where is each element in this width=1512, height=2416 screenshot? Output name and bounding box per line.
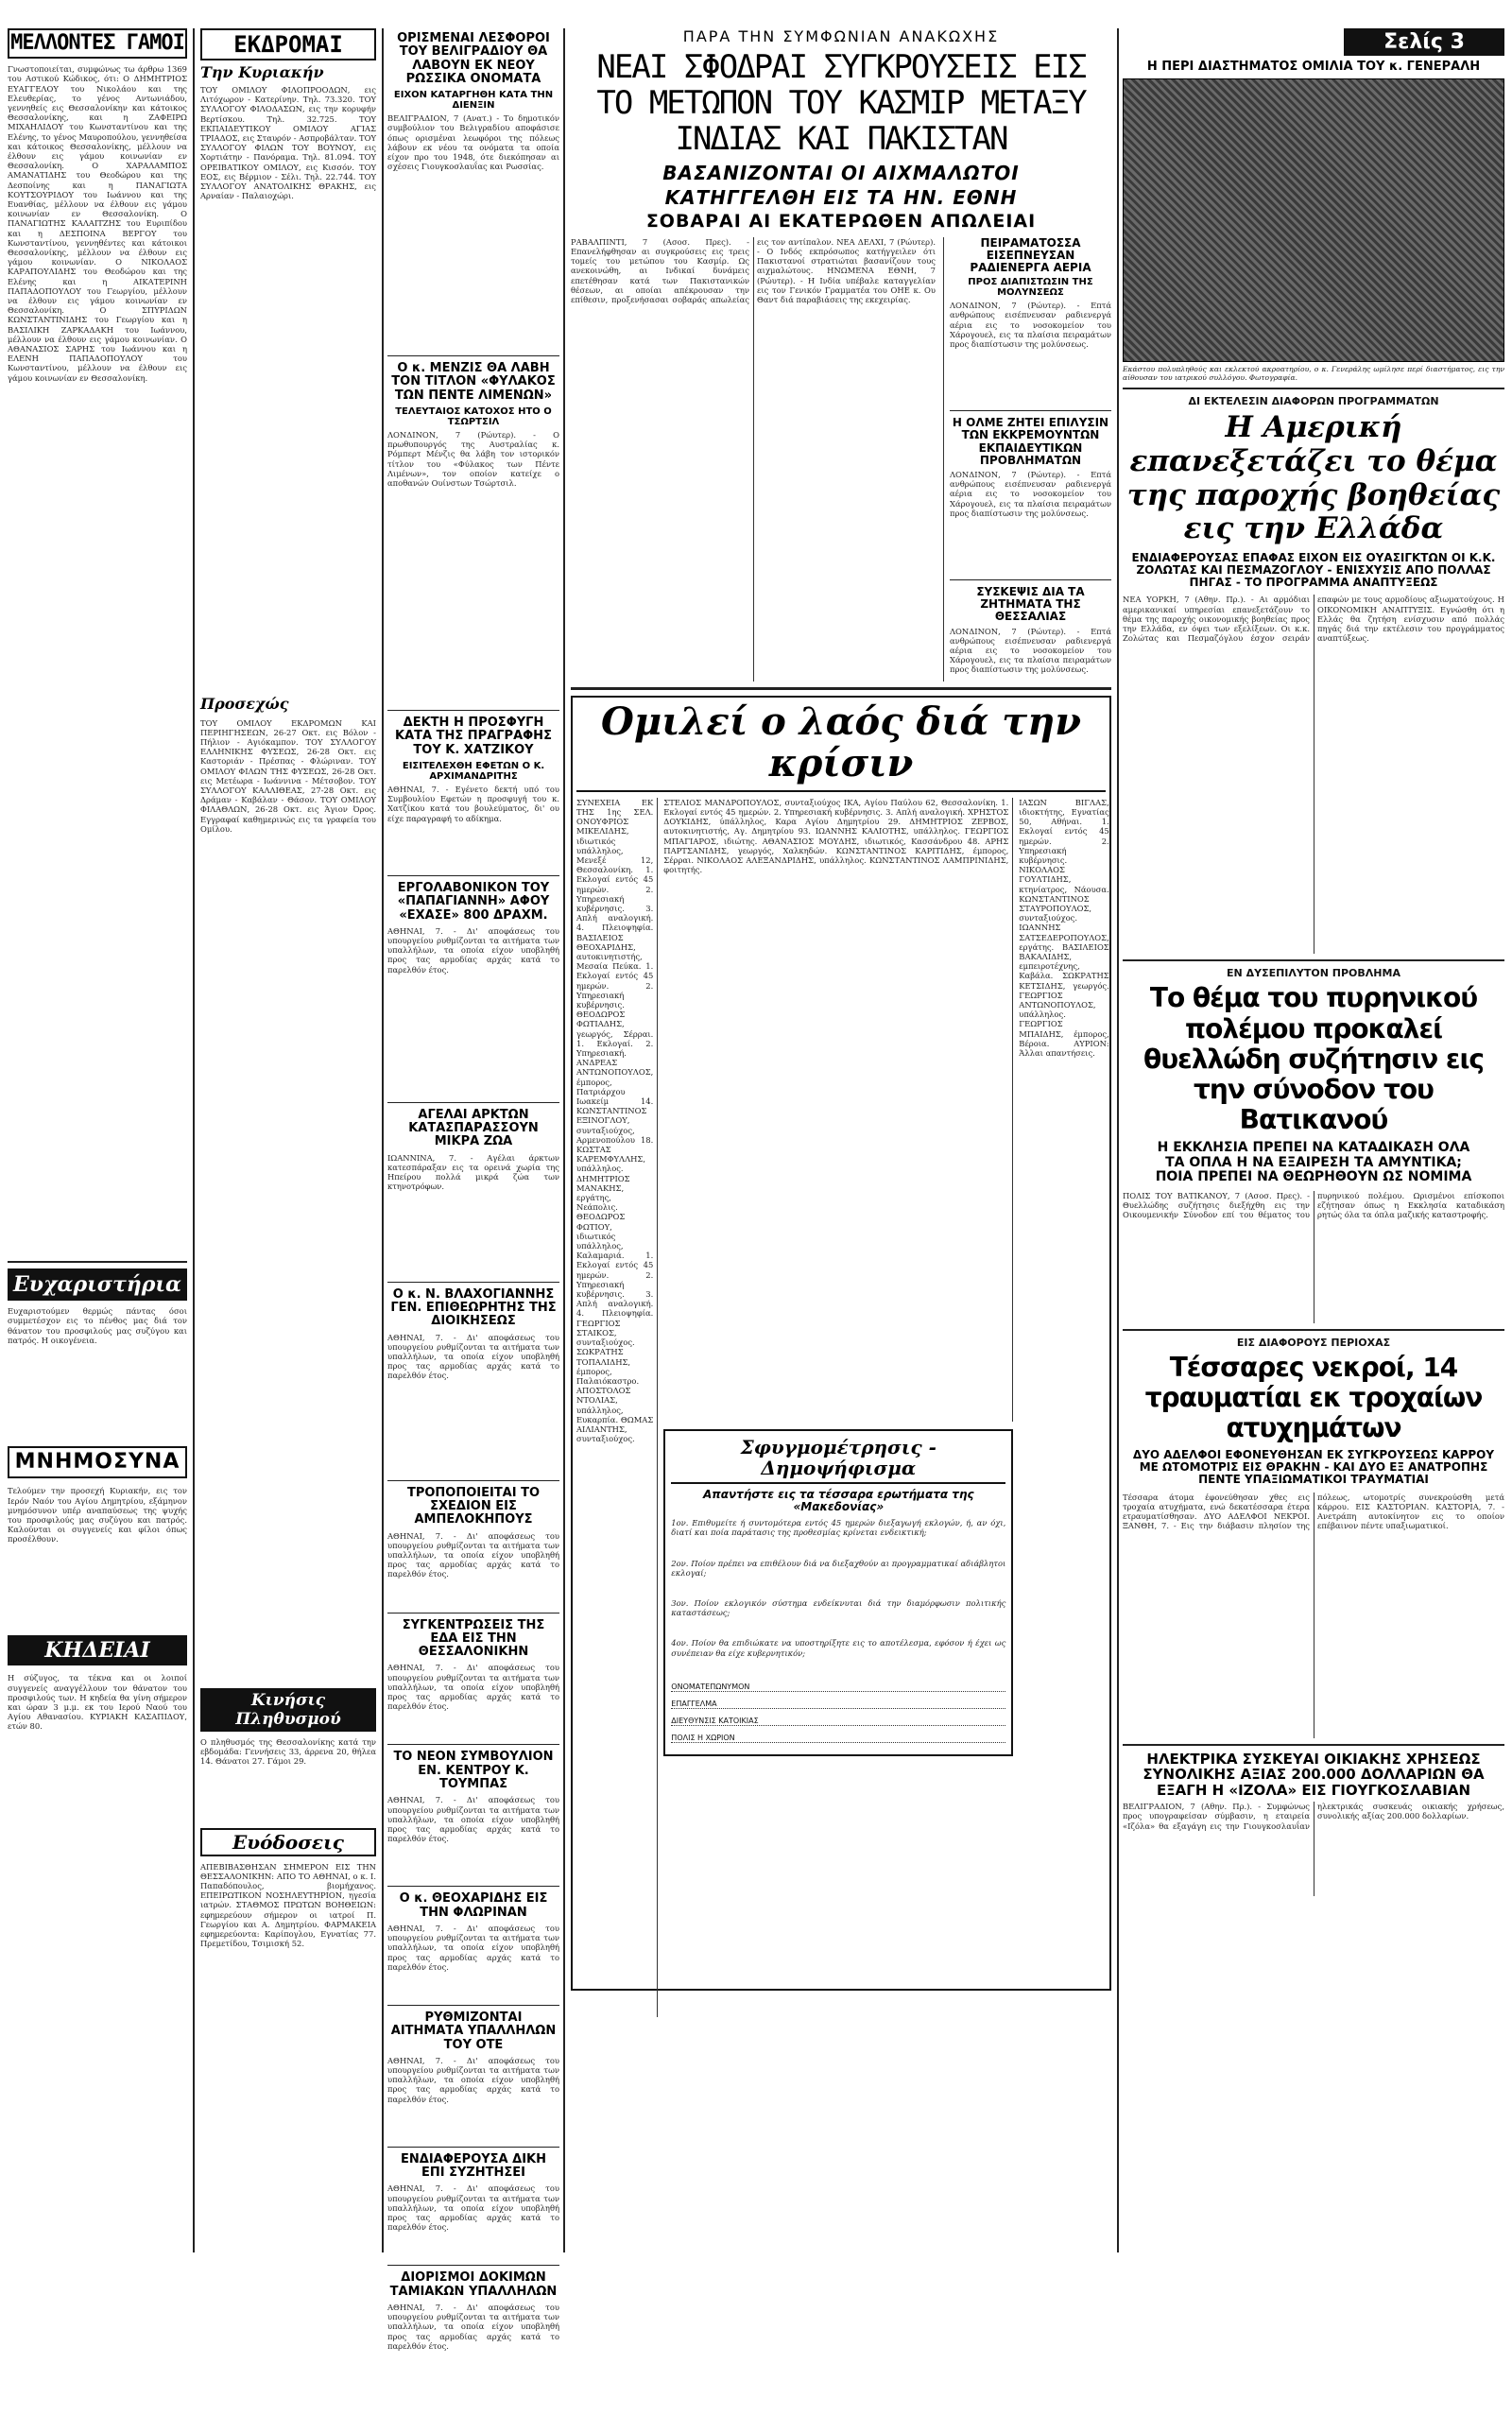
form-question-1: 1ον. Επιθυμείτε ή συντομότερα εντός 45 ημερών διεξαγωγή εκλογών, ή, αν όχι, διατί και ποία παράτασις της προθεσμίας κρίνεται ενδεικτική; <box>671 1518 1006 1538</box>
column-3 <box>387 28 559 2351</box>
mnimosyna-text: Τελούμεν την προσεχή Κυριακήν, εις τον Ιερόν Ναόν του Αγίου Δημητρίου, εξάμηνον μνημόσυνον υπέρ αναπαύσεως της ψυχής του προσφιλούς μας συζύγου και πατρός. Καλούνται οι συγγενείς και φίλοι όπως προσέλθουν. <box>8 1486 187 1545</box>
ekdromai-text-1: ΤΟΥ ΟΜΙΛΟΥ ΦΙΛΟΠΡΟΟΔΩΝ, εις Λιτόχωρον - Κατερίνην. Τηλ. 73.320. ΤΟΥ ΣΥΛΛΟΓΟΥ ΦΙΛΟΔΑΣΩΝ, εις την κορυφήν Βερτίσκου. Τηλ. 32.725. ΤΟΥ ΕΚΠΑΙΔΕΥΤΙΚΟΥ ΟΜΙΛΟΥ ΑΓΙΑΣ ΤΡΙΑΔΟΣ, εις Σταυρόν - Ασπροβάλταν. ΤΟΥ ΣΥΛΛΟΓΟΥ ΦΙΛΩΝ ΤΟΥ ΒΟΥΝΟΥ, εις Χορτιάτην - Πανόραμα. Τηλ. 81.094. ΤΟΥ ΟΡΕΙΒΑΤΙΚΟΥ ΟΜΙΛΟΥ, εις Κισσόν. ΤΟΥ ΕΟΣ, εις Βέρμιον - Σέλι. Τηλ. 22.744. ΤΟΥ ΣΥΛΛΟΓΟΥ ΑΝΑΤΟΛΙΚΗΣ ΘΡΑΚΗΣ, εις Αρναίαν - Παλαιοχώρι. <box>200 84 376 201</box>
mnimosyna-banner <box>8 1446 187 1478</box>
vatican-sub-3: ΠΟΙΑ ΠΡΕΠΕΙ ΝΑ ΘΕΩΡΗΘΟΥΝ ΩΣ ΝΟΜΙΜΑ <box>1155 1169 1472 1185</box>
article-text: ΑΘΗΝΑΙ, 7. - Δι' αποφάσεως του υπουργείου ρυθμίζονται τα αιτήματα των υπαλλήλων, τα οποία είχον υποβληθή προς τας αρμοδίας αρχάς κατά το παρελθόν έτος. <box>387 1795 559 1844</box>
article-text: ΙΩΑΝΝΙΝΑ, 7. - Αγέλαι άρκτων κατεσπάραξαν εις τα ορεινά χωρία της Ηπείρου πολλά μικρά ζώα των κτηνοτρόφων. <box>387 1152 559 1192</box>
article-title: ΕΡΓΟΛΑΒΟΝΙΚΟΝ ΤΟΥ «ΠΑΠΑΓΙΑΝΝΗ» ΑΦΟΥ «ΕΧΑΣΕ» 800 ΔΡΑΧΜ. <box>397 880 550 923</box>
poll-section <box>571 696 1111 1991</box>
section-label: ΔΙ ΕΚΤΕΛΕΣΙΝ ΔΙΑΦΟΡΩΝ ΠΡΟΓΡΑΜΜΑΤΩΝ <box>1188 395 1439 408</box>
plithysmos-banner: Κινήσις Πληθυσμού <box>200 1688 376 1732</box>
poll-column-2: ΣΤΕΛΙΟΣ ΜΑΝΔΡΟΠΟΥΛΟΣ, συνταξιούχος ΙΚΑ, Αγίου Παύλου 62, Θεσσαλονίκη. 1. Εκλογαί εντός 45 ημερών. 2. Υπηρεσιακή κυβέρνησις. 3. Απλή αναλογική. ΧΡΗΣΤΟΣ ΔΟΥΚΙΔΗΣ, ύπάλληλος, Καρα Αγίου Δημητρίου 29. ΔΗΜΗΤΡΙΟΣ ΖΕΡΒΟΣ, αυτοκινητιστής, Αγ. Δημητρίου 93. ΙΩΑΝΝΗΣ ΚΑΛΙΟΤΗΣ, υπάλληλος. ΓΕΩΡΓΙΟΣ ΜΠΑΓΙΑΡΟΣ, ιδιώτης. ΑΘΑΝΑΣΙΟΣ ΜΟΥΔΗΣ, ιδιωτικός, Κασσάνδρου 48. ΑΡΗΣ ΠΑΡΤΣΑΝΙΔΗΣ, γεωργός, Χαλκηδών. ΚΩΝΣΤΑΝΤΙΝΟΣ ΚΑΡΙΤΙΔΗΣ, έμπορος, Σέρραι. ΝΙΚΟΛΑΟΣ ΑΛΕΞΑΝΔΡΙΔΗΣ, υπάλληλος. ΚΩΝΣΤΑΝΤΙΝΟΣ ΛΑΜΠΡΙΝΙΔΗΣ, φοιτητής. <box>663 798 1013 1422</box>
form-field-profession[interactable]: ΕΠΑΓΓΕΛΜΑ <box>671 1692 1005 1709</box>
center-side-briefs <box>943 237 1111 682</box>
poll-body <box>576 797 1109 2017</box>
form-question-2: 2ον. Ποίον πρέπει να επιθέλουν διά να διεξαχθούν αι προγραμματικαί αδιάβλητοι εκλογαί; <box>671 1558 1006 1578</box>
kashmir-kicker: ΠΑΡΑ ΤΗΝ ΣΥΜΦΩΝΙΑΝ ΑΝΑΚΩΧΗΣ <box>682 27 1000 45</box>
column-right <box>1123 28 1504 2252</box>
article-text: ΑΘΗΝΑΙ, 7. - Εγένετο δεκτή υπό του Συμβουλίου Εφετών η προσφυγή του κ. Χατζίκου κατά του βουλεύματος, δι' ου είχε παραγραφή το αδίκημα. <box>387 784 559 823</box>
izola-text: ΒΕΛΙΓΡΑΔΙΟΝ, 7 (Αθην. Πρ.). - Συμφώνως προς υπογραφείσαν σύμβασιν, η εταιρεία «Ιζόλα» θα εξαγάγη εις την Γιουγκοσλαυΐαν ηλεκτρικάς συσκευάς οικιακής χρήσεως, συνολικής αξίας 200.000 δολλαρίων. <box>1123 1802 1504 1831</box>
article-text: ΑΘΗΝΑΙ, 7. - Δι' αποφάσεως του υπουργείου ρυθμίζονται τα αιτήματα των υπαλλήλων, τα οποία είχον υποβληθή προς τας αρμοδίας αρχάς κατά το παρελθόν έτος. <box>387 1530 559 1579</box>
article-title: ΑΓΕΛΑΙ ΑΡΚΤΩΝ ΚΑΤΑΣΠΑΡΑΣΣΟΥΝ ΜΙΚΡΑ ΖΩΑ <box>408 1107 539 1149</box>
poll-column-1: ΣΥΝΕΧΕΙΑ ΕΚ ΤΗΣ 1ης ΣΕΛ. ΟΝΟΥΦΡΙΟΣ ΜΙΚΕΛΙΔΗΣ, ιδιωτικός υπάλληλος, Μενεξέ 12, Θεσσαλονίκη. 1. Εκλογαί εντός 45 ημερών. 2. Υπηρεσιακή κυβέρνησις. 3. Απλή αναλογική. 4. Πλειοψηφία. ΒΑΣΙΛΕΙΟΣ ΘΕΟΧΑΡΙΔΗΣ, αυτοκινητιστής, Μεσαία Πεύκα. 1. Εκλογαί εντός 45 ημερών. 2. Υπηρεσιακή κυβέρνησις. ΘΕΟΔΩΡΟΣ ΦΩΤΙΑΔΗΣ, γεωργός, Σέρραι. 1. Εκλογαί. 2. Υπηρεσιακή. ΑΝΔΡΕΑΣ ΑΝΤΩΝΟΠΟΥΛΟΣ, έμπορος, Πατριάρχου Ιωακείμ 14. ΚΩΝΣΤΑΝΤΙΝΟΣ ΕΞΙΝΟΓΛΟΥ, συνταξιούχος, Αρμενοπούλου 18. ΚΩΣΤΑΣ ΚΑΡΕΜΦΥΛΛΗΣ, υπάλληλος. ΔΗΜΗΤΡΙΟΣ ΜΑΝΑΚΗΣ, εργάτης, Νεάπολις. ΘΕΟΔΩΡΟΣ ΦΩΤΙΟΥ, ιδιωτικός υπάλληλος, Καλαμαριά. 1. Εκλογαί εντός 45 ημερών. 2. Υπηρεσιακή κυβέρνησις. 3. Απλή αναλογική. 4. Πλειοψηφία. ΓΕΩΡΓΙΟΣ ΣΤΑΙΚΟΣ, συνταξιούχος. ΣΩΚΡΑΤΗΣ ΤΟΠΑΛΙΔΗΣ, έμπορος, Παλαιόκαστρο. ΑΠΟΣΤΟΛΟΣ ΝΤΟΛΙΑΣ, υπάλληλος, Ευκαρπία. ΘΩΜΑΣ ΑΙΛΙΑΝΤΗΣ, συνταξιούχος. <box>576 798 658 2017</box>
article-text: ΑΘΗΝΑΙ, 7. - Δι' αποφάσεως του υπουργείου ρυθμίζονται τα αιτήματα των υπαλλήλων, τα οποία είχον υποβληθή προς τας αρμοδίας αρχάς κατά το παρελθόν έτος. <box>387 2055 559 2104</box>
article-text: ΒΕΛΙΓΡΑΔΙΟΝ, 7 (Ανατ.) - Το δημοτικόν συμβούλιον του Βελιγραδίου αποφάσισε όπως ορισμέναι λεωφόροι της πόλεως λάβουν εκ νέου τα ονόματα τα οποία είχον προ του 1948, ότε διεκόπησαν αι σχέσεις Γιουγκοσλαυΐας και Ρωσσίας. <box>387 113 559 172</box>
page-label-box <box>1123 28 1504 56</box>
america-subhead: ΕΝΔΙΑΦΕΡΟΥΣΑΣ ΕΠΑΦΑΣ ΕΙΧΟΝ ΕΙΣ ΟΥΑΣΙΓΚΤΩΝ ΟΙ Κ.Κ. ΖΟΛΩΤΑΣ ΚΑΙ ΠΕΣΜΑΖΟΓΛΟΥ - ΕΝΙΣΧΥΣΙΣ ΑΠΟ ΠΟΛΛΑΣ ΠΗΓΑΣ - ΤΟ ΠΡΟΓΡΑΜΜΑ ΑΝΑΠΤΥΞΕΩΣ <box>1131 550 1496 590</box>
brief-title: Η ΟΛΜΕ ΖΗΤΕΙ ΕΠΙΛΥΣΙΝ ΤΩΝ ΕΚΚΡΕΜΟΥΝΤΩΝ ΕΚΠΑΙΔΕΥΤΙΚΩΝ ΠΡΟΒΛΗΜΑΤΩΝ <box>952 416 1109 467</box>
brief-subtitle: ΠΡΟΣ ΔΙΑΠΙΣΤΩΣΙΝ ΤΗΣ ΜΟΛΥΝΣΕΩΣ <box>968 277 1093 299</box>
vatican-text: ΠΟΛΙΣ ΤΟΥ ΒΑΤΙΚΑΝΟΥ, 7 (Ασοσ. Πρες). - Θυελλώδης συζήτησις διεξήχθη εις την Οικουμενικήν Σύνοδον επί του θέματος του πυρηνικού πολέμου. Ωρισμένοι επίσκοποι εζήτησαν όπως η Εκκλησία καταδικάση ρητώς όλα τα όπλα μαζικής καταστροφής. <box>1123 1190 1504 1219</box>
kashmir-sub-2: ΚΑΤΗΓΓΕΛΘΗ ΕΙΣ ΤΑ ΗΝ. ΕΘΝΗ <box>664 185 1018 209</box>
photo-caption: Εκάστου πολυπληθούς και εκλεκτού ακροατηρίου, ο κ. Γενεράλης ωμίλησε περί διαστήματος, εις την αίθουσαν του ιατρικού συλλόγου. Φωτογραφία. <box>1123 365 1504 383</box>
america-headline: Η Αμερική επανεξετάζει το θέμα της παροχής βοηθείας εις την Ελλάδα <box>1126 410 1501 546</box>
photo-title: Η ΠΕΡΙ ΔΙΑΣΤΗΜΑΤΟΣ ΟΜΙΛΙΑ ΤΟΥ κ. ΓΕΝΕΡΑΛΗ <box>1146 60 1481 74</box>
column-1 <box>8 28 187 2252</box>
article-title: ΤΡΟΠΟΠΟΙΕΙΤΑΙ ΤΟ ΣΧΕΔΙΟΝ ΕΙΣ ΑΜΠΕΛΟΚΗΠΟΥΣ <box>406 1485 541 1527</box>
form-intro: Απαντήστε εις τα τέσσαρα ερωτήματα της «Μακεδονίας» <box>702 1487 974 1513</box>
eudoseis-text: ΑΠΕΒΙΒΑΣΘΗΣΑΝ ΣΗΜΕΡΟΝ ΕΙΣ ΤΗΝ ΘΕΣΣΑΛΟΝΙΚΗΝ: ΑΠΟ ΤΟ ΑΘΗΝΑΙ, ο κ. Ι. Παπαδόπουλος, βιομήχανος. ΕΠΕΙΡΩΤΙΚΟΝ ΝΟΣΗΛΕΥΤΗΡΙΟΝ, ηγεσία ιατρών. ΣΤΑΘΜΟΣ ΠΡΩΤΩΝ ΒΟΗΘΕΙΩΝ: εφημερεύουν σήμερον οι ιατροί Π. Γεωργίου και Α. Δημητρίου. ΦΑΡΜΑΚΕΙΑ εφημερεύοντα: Καρίπογλου, Εγνατίας 77. Πρεμετίδου, Τσιμισκή 52. <box>200 1861 376 1949</box>
column-rule <box>563 28 565 2252</box>
vatican-headline: Το θέμα του πυρηνικού πολέμου προκαλεί θυελλώδη συζήτησιν εις την σύνοδον του Βατικανού <box>1143 982 1485 1136</box>
plithysmos-text: Ο πληθυσμός της Θεσσαλονίκης κατά την εβδομάδα: Γεννήσεις 33, άρρενα 20, θήλεα 14. Θάνατοι 27. Γάμοι 29. <box>200 1736 376 1766</box>
article-text: ΑΘΗΝΑΙ, 7. - Δι' αποφάσεως του υπουργείου ρυθμίζονται τα αιτήματα των υπαλλήλων, τα οποία είχον υποβληθή προς τας αρμοδίας αρχάς κατά το παρελθόν έτος. <box>387 1332 559 1381</box>
section-label: ΕΝ ΔΥΣΕΠΙΛΥΤΟΝ ΠΡΟΒΛΗΜΑ <box>1227 967 1400 980</box>
eucharist-banner: Ευχαριστήρια <box>8 1268 187 1301</box>
article-subtitle: ΕΙΧΟΝ ΚΑΤΑΡΓΗΘΗ ΚΑΤΑ ΤΗΝ ΔΙΕΝΞΙΝ <box>393 90 554 112</box>
gamoi-text: Γνωστοποιείται, συμφώνως τω άρθρω 1369 του Αστικού Κώδικος, ότι: Ο ΔΗΜΗΤΡΙΟΣ ΕΥΑΓΓΕΛΟΥ του Νικολάου και της Ελευθερίας, το γένος Αντωνιάδου, γεννηθείς εις Θεσσαλονίκην και κάτοικος Θεσσαλονίκης, και η ΖΑΦΕΙΡΩ ΜΙΧΑΗΛΙΔΟΥ του Κωνσταντίνου και της Ελένης, το γένος Μαυροπούλου, γεννηθείσα και κάτοικος Θεσσαλονίκης, μέλλουν να έλθουν εις γάμου κοινωνίαν εν Θεσσαλονίκη. Ο ΧΑΡΑΛΑΜΠΟΣ ΑΜΑΝΑΤΙΔΗΣ του Θεοδώρου και της Δεσποίνης και η ΠΑΝΑΓΙΩΤΑ ΚΟΥΤΣΟΥΡΙΔΟΥ του Ιωάννου και της Ευανθίας, μέλλουν να έλθουν εις γάμου κοινωνίαν εν Θεσσαλονίκη. Ο ΠΑΝΑΓΙΩΤΗΣ ΚΑΛΑΙΤΖΗΣ του Ευριπίδου και η ΔΕΣΠΟΙΝΑ ΒΕΡΓΟΥ του Κωνσταντίνου, γεννηθέντες και κάτοικοι Θεσσαλονίκης, μέλλουν να έλθουν εις γάμου κοινωνίαν. Ο ΝΙΚΟΛΑΟΣ ΚΑΡΑΠΟΥΛΙΔΗΣ του Θεοδώρου και της Ελένης και η ΑΙΚΑΤΕΡΙΝΗ ΠΑΠΑΔΟΠΟΥΛΟΥ του Γεωργίου, μέλλουν να έλθουν εις γάμου κοινωνίαν εν Θεσσαλονίκη. Ο ΣΠΥΡΙΔΩΝ ΚΩΝΣΤΑΝΤΙΝΙΔΗΣ του Γεωργίου και η ΒΑΣΙΛΙΚΗ ΖΑΡΚΑΔΑΚΗ του Ιωάννου, μέλλουν να έλθουν εις γάμου κοινωνίαν. Ο ΑΘΑΝΑΣΙΟΣ ΣΑΡΗΣ του Ιωάννου και η ΕΛΕΝΗ ΠΑΠΑΔΟΠΟΥΛΟΥ του Κωνσταντίνου, μέλλουν να έλθουν εις γάμου κοινωνίαν εν Θεσσαλονίκη. <box>8 64 187 383</box>
izola-headline: ΗΛΕΚΤΡΙΚΑ ΣΥΣΚΕΥΑΙ ΟΙΚΙΑΚΗΣ ΧΡΗΣΕΩΣ ΣΥΝΟΛΙΚΗΣ ΑΞΙΑΣ 200.000 ΔΟΛΛΑΡΙΩΝ ΘΑ ΕΞΑΓΗ Η «ΙΖΟΛΑ» ΕΙΣ ΓΙΟΥΓΚΟΣΛΑΒΙΑΝ <box>1143 1750 1485 1799</box>
article-title: ΣΥΓΚΕΝΤΡΩΣΕΙΣ ΤΗΣ ΕΔΑ ΕΙΣ ΤΗΝ ΘΕΣΣΑΛΟΝΙΚΗΝ <box>402 1617 545 1660</box>
brief-text: ΛΟΝΔΙΝΟΝ, 7 (Ρώυτερ). - Επτά ανθρώπους εισέπνευσαν ραδιενεργά αέρια εις το νοσοκομείον του Χάρογουελ, εις τα πλαίσια πειραμάτων προς διαπίστωσιν της μολύνσεως. <box>950 301 1111 350</box>
page-label: Σελίς 3 <box>1344 28 1504 56</box>
form-field-address[interactable]: ΔΙΕΥΘΥΝΣΙΣ ΚΑΤΟΙΚΙΑΣ <box>671 1709 1005 1726</box>
lecture-photo <box>1123 78 1504 362</box>
brief-title: ΣΥΣΚΕΨΙΣ ΔΙΑ ΤΑ ΖΗΤΗΜΑΤΑ ΤΗΣ ΘΕΣΣΑΛΙΑΣ <box>976 585 1085 624</box>
article-text: ΛΟΝΔΙΝΟΝ, 7 (Ρώυτερ). - Ο πρωθυπουργός της Αυστραλίας κ. Ρόμπερτ Μένζις θα λάβη τον ιστορικόν τίτλον του «Φύλακος των Πέντε Λιμένων», τον οποίον κατείχε ο αποθανών Ουίνστων Τσώρτσιλ. <box>387 430 559 489</box>
article-title: ΡΥΘΜΙΖΟΝΤΑΙ ΑΙΤΗΜΑΤΑ ΥΠΑΛΛΗΛΩΝ ΤΟΥ ΟΤΕ <box>390 2010 557 2052</box>
center-top-articles <box>571 237 1111 682</box>
vatican-sub-1: Η ΕΚΚΛΗΣΙΑ ΠΡΕΠΕΙ ΝΑ ΚΑΤΑΔΙΚΑΣΗ ΟΛΑ <box>1157 1140 1470 1156</box>
column-2 <box>200 28 376 2252</box>
column-rule <box>193 28 195 2252</box>
kideiai-text: Η σύζυγος, τα τέκνα και οι λοιποί συγγενείς αναγγέλλουν τον θάνατον του προσφιλούς των. Η κηδεία θα γίνη σήμερον και ώραν 3 μ.μ. εκ του Ιερού Ναού του Αγίου Αθανασίου. ΚΥΡΙΑΚΗ ΚΑΣΑΠΙΔΟΥ, ετών 80. <box>8 1673 187 1732</box>
gamoi-title: ΜΕΛΛΟΝΤΕΣ ΓΑΜΟΙ <box>10 31 184 55</box>
ekdromai-text-2: ΤΟΥ ΟΜΙΛΟΥ ΕΚΔΡΟΜΩΝ ΚΑΙ ΠΕΡΙΗΓΗΣΕΩΝ, 26-27 Οκτ. εις Βόλον - Πήλιον - Αγιόκαμπον. ΤΟΥ ΣΥΛΛΟΓΟΥ ΕΛΛΗΝΙΚΗΣ ΦΥΣΕΩΣ, 26-28 Οκτ. εις Καστοριάν - Πρέσπας - Φλώριναν. ΤΟΥ ΟΜΙΛΟΥ ΦΙΛΩΝ ΤΗΣ ΦΥΣΕΩΣ, 26-28 Οκτ. εις Μετέωρα - Ιωάννινα - Μέτσοβον. ΤΟΥ ΣΥΛΛΟΓΟΥ ΚΑΛΛΙΘΕΑΣ, 27-28 Οκτ. εις Δράμαν - Καβάλαν - Θάσον. ΤΟΥ ΟΜΙΛΟΥ ΦΙΛΑΘΛΩΝ, 26-28 Οκτ. εις Άγιον Όρος. Εγγραφαί καθημερινώς εις τα γραφεία του Ομίλου. <box>200 717 376 834</box>
form-question-4: 4ον. Ποίον θα επιδιώκατε να υποστηρίξητε εις το αποτέλεσμα, εφόσον ή έχει ως συνέπειαν θα είχε κυβερνητικόν; <box>671 1638 1006 1658</box>
article-title: ΔΕΚΤΗ Η ΠΡΟΣΦΥΓΗ ΚΑΤΑ ΤΗΣ ΠΡΑΓΡΑΦΗΣ ΤΟΥ Κ. ΧΑΤΖΙΚΟΥ <box>395 716 552 757</box>
kashmir-headline: ΝΕΑΙ ΣΦΟΔΡΑΙ ΣΥΓΚΡΟΥΣΕΙΣ ΕΙΣ ΤΟ ΜΕΤΩΠΟΝ ΤΟΥ ΚΑΣΜΙΡ ΜΕΤΑΞΥ ΙΝΔΙΑΣ ΚΑΙ ΠΑΚΙΣΤΑΝ <box>596 47 1086 158</box>
poll-column-3: ΙΑΣΩΝ ΒΙΓΛΑΣ, ιδιοκτήτης, Εγνατίας 50, Αθήναι. 1. Εκλογαί εντός 45 ημερών. 2. Υπηρεσιακή κυβέρνησις. ΝΙΚΟΛΑΟΣ ΓΟΥΛΤΙΔΗΣ, κτηνίατρος, Νάουσα. ΚΩΝΣΤΑΝΤΙΝΟΣ ΣΤΑΥΡΟΠΟΥΛΟΣ, συνταξιούχος. ΙΩΑΝΝΗΣ ΣΑΤΣΕΔΕΡΟΠΟΥΛΟΣ, εργάτης. ΒΑΣΙΛΕΙΟΣ ΒΑΚΑΛΙΔΗΣ, εμπειροτέχνης, Καβάλα. ΣΩΚΡΑΤΗΣ ΚΕΤΣΙΔΗΣ, γεωργός. ΓΕΩΡΓΙΟΣ ΑΝΤΩΝΟΠΟΥΛΟΣ, υπάλληλος. ΓΕΩΡΓΙΟΣ ΜΠΑΙΔΗΣ, έμπορος, Βέροια. ΑΥΡΙΟΝ: Άλλαι απαντήσεις. <box>1019 797 1109 1058</box>
article-title: ΤΟ ΝΕΟΝ ΣΥΜΒΟΥΛΙΟΝ ΕΝ. ΚΕΝΤΡΟΥ Κ. ΤΟΥΜΠΑΣ <box>393 1750 554 1792</box>
section-label: ΕΙΣ ΔΙΑΦΟΡΟΥΣ ΠΕΡΙΟΧΑΣ <box>1236 1336 1391 1349</box>
brief-text: ΛΟΝΔΙΝΟΝ, 7 (Ρώυτερ). - Επτά ανθρώπους εισέπνευσαν ραδιενεργά αέρια εις το νοσοκομείον του Χάρογουελ, εις τα πλαίσια πειραμάτων προς διαπίστωσιν της μολύνσεως. <box>950 470 1111 518</box>
eudoseis-title: Ευόδοσεις <box>232 1830 344 1854</box>
brief-text: ΛΟΝΔΙΝΟΝ, 7 (Ρώυτερ). - Επτά ανθρώπους εισέπνευσαν ραδιενεργά αέρια εις το νοσοκομείον του Χάρογουελ, εις τα πλαίσια πειραμάτων προς διαπίστωσιν της μολύνσεως. <box>950 626 1111 675</box>
accidents-headline: Τέσσαρες νεκροί, 14 τραυματίαι εκ τροχαίων ατυχημάτων <box>1144 1351 1483 1443</box>
column-rule <box>382 28 384 2252</box>
article-title: Ο κ. ΜΕΝΖΙΣ ΘΑ ΛΑΒΗ ΤΟΝ ΤΙΤΛΟΝ «ΦΥΛΑΚΟΣ ΤΩΝ ΠΕΝΤΕ ΛΙΜΕΝΩΝ» <box>391 361 556 403</box>
ekdromai-subtitle-2: Προσεχώς <box>200 694 289 713</box>
article-title: Ο κ. Ν. ΒΛΑΧΟΓΙΑΝΝΗΣ ΓΕΝ. ΕΠΙΘΕΩΡΗΤΗΣ ΤΗΣ ΔΙΟΙΚΗΣΕΩΣ <box>390 1286 557 1329</box>
kashmir-sub-3: ΣΟΒΑΡΑΙ ΑΙ ΕΚΑΤΕΡΩΘΕΝ ΑΠΩΛΕΙΑΙ <box>645 210 1037 232</box>
center-block <box>571 28 1111 2252</box>
kideiai-banner: ΚΗΔΕΙΑΙ <box>8 1635 187 1665</box>
form-title: Σφυγμομέτρησις - Δημοψήφισμα <box>671 1437 1005 1484</box>
article-text: ΑΘΗΝΑΙ, 7. - Δι' αποφάσεως του υπουργείου ρυθμίζονται τα αιτήματα των υπαλλήλων, τα οποία είχον υποβληθή προς τας αρμοδίας αρχάς κατά το παρελθόν έτος. <box>387 925 559 975</box>
ekdromai-subtitle: Την Κυριακήν <box>200 63 324 82</box>
poll-banner: Ομιλεί ο λαός διά την κρίσιν <box>576 701 1106 792</box>
article-text: ΑΘΗΝΑΙ, 7. - Δι' αποφάσεως του υπουργείου ρυθμίζονται τα αιτήματα των υπαλλήλων, τα οποία είχον υποβληθή προς τας αρμοδίας αρχάς κατά το παρελθόν έτος. <box>387 1923 559 1972</box>
article-title: Ο κ. ΘΕΟΧΑΡΙΔΗΣ ΕΙΣ ΤΗΝ ΦΛΩΡΙΝΑΝ <box>399 1891 548 1920</box>
vatican-sub-2: ΤΑ ΟΠΛΑ Η ΝΑ ΕΞΑΙΡΕΣΗ ΤΑ ΑΜΥΝΤΙΚΑ; <box>1165 1154 1462 1170</box>
article-text: ΑΘΗΝΑΙ, 7. - Δι' αποφάσεως του υπουργείου ρυθμίζονται τα αιτήματα των υπαλλήλων, τα οποία είχον υποβληθή προς τας αρμοδίας αρχάς κατά το παρελθόν έτος. <box>387 2302 559 2351</box>
kashmir-text: ΡΑΒΑΛΠΙΝΤΙ, 7 (Ασοσ. Πρες). - Επανελήφθησαν αι συγκρούσεις εις τρεις τομείς του μετώπου του Κασμίρ. Ως ανεκοινώθη, αι Ινδικαί δυνάμεις επετέθησαν κατά των Πακιστανικών θέσεων, αι οποίαι απέκρουσαν την επίθεσιν, προξενήσασαι σοβαράς απωλείας εις τον αντίπαλον. ΝΕΑ ΔΕΛΧΙ, 7 (Ρώυτερ). - Ο Ινδός εκπρόσωπος κατήγγειλεν ότι Πακιστανοί στρατιώται βασανίζουν τους αιχμαλώτους. ΗΝΩΜΕΝΑ ΕΘΝΗ, 7 (Ρώυτερ). - Η Ινδία υπέβαλε καταγγελίαν εις τον Γενικόν Γραμματέα του ΟΗΕ κ. Ου Θαντ διά παραβιάσεις της εκεχειρίας. <box>571 236 936 304</box>
ekdromai-banner <box>200 28 376 60</box>
article-text: ΑΘΗΝΑΙ, 7. - Δι' αποφάσεως του υπουργείου ρυθμίζονται τα αιτήματα των υπαλλήλων, τα οποία είχον υποβληθή προς τας αρμοδίας αρχάς κατά το παρελθόν έτος. <box>387 1663 559 1712</box>
article-title: ΔΙΟΡΙΣΜΟΙ ΔΟΚΙΜΩΝ ΤΑΜΙΑΚΩΝ ΥΠΑΛΛΗΛΩΝ <box>389 2270 558 2299</box>
mnimosyna-title: ΜΝΗΜΟΣΥΝΑ <box>14 1450 180 1475</box>
america-text: ΝΕΑ ΥΟΡΚΗ, 7 (Αθην. Πρ.). - Αι αρμόδιαι αμερικανικαί υπηρεσίαι επανεξετάζουν το θέμα της παροχής οικονομικής βοηθείας προς την Ελλάδα, εν όψει των εξελίξεων. Οι κ.κ. Ζολώτας και Πεσμαζόγλου έσχον σειράν επαφών με τους αρμοδίους αξιωματούχους. Η ΟΙΚΟΝΟΜΙΚΗ ΑΝΑΠΤΥΞΙΣ. Εγνώσθη ότι η Ελλάς θα ζητήση ενίσχυσιν από πολλάς πηγάς διά την εκτέλεσιν του προγράμματος αναπτύξεως. <box>1123 595 1504 644</box>
accidents-text: Τέσσαρα άτομα έφονεύθησαν χθες εις τροχαία ατυχήματα, ενώ δεκατέσσαρα έτερα ετραυματίσθησαν. ΔΥΟ ΑΔΕΛΦΟΙ ΝΕΚΡΟΙ. ΞΑΝΘΗ, 7. - Εις την διάβασιν πλησίον της πόλεως, ωτομοτρίς συνεκρούσθη μετά κάρρου. ΕΙΣ ΚΑΣΤΟΡΙΑΝ. ΚΑΣΤΟΡΙΑ, 7. - Ανετράπη αυτοκίνητον εις το οποίον επέβαινον πέντε υπαξιωματικοί. <box>1123 1492 1504 1531</box>
article-subtitle: ΕΙΣΙΤΕΛΕΧΘΗ ΕΦΕΤΩΝ Ο Κ. ΑΡΧΙΜΑΝΔΡΙΤΗΣ <box>402 760 545 782</box>
brief-title: ΠΕΙΡΑΜΑΤΟΣΣΑ ΕΙΣΕΠΝΕΥΣΑΝ ΡΑΔΙΕΝΕΡΓΑ ΑΕΡΙΑ <box>970 235 1091 275</box>
eucharist-text: Ευχαριστούμεν θερμώς πάντας όσοι συμμετέσχον εις το πένθος μας διά τον θάνατον του προσφιλούς μας συζύγου και πατρός. Η οικογένεια. <box>8 1306 187 1345</box>
form-field-name[interactable]: ΟΝΟΜΑΤΕΠΩΝΥΜΟΝ <box>671 1675 1005 1692</box>
form-field-city[interactable]: ΠΟΛΙΣ Η ΧΩΡΙΟΝ <box>671 1726 1005 1743</box>
form-question-3: 3ον. Ποίον εκλογικόν σύστημα ενδείκνυται διά την διαμόρφωσιν πολιτικής καταστάσεως; <box>671 1597 1006 1618</box>
column-rule <box>1117 28 1119 2252</box>
ekdromai-title: ΕΚΔΡΟΜΑΙ <box>233 31 343 58</box>
gamoi-banner <box>8 28 187 59</box>
article-title: ΟΡΙΣΜΕΝΑΙ ΛΕΣΦΟΡΟΙ ΤΟΥ ΒΕΛΙΓΡΑΔΙΟΥ ΘΑ ΛΑΒΟΥΝ ΕΚ ΝΕΟΥ ΡΩΣΣΙΚΑ ΟΝΟΜΑΤΑ <box>397 31 550 86</box>
kashmir-sub-1: ΒΑΣΑΝΙΖΟΝΤΑΙ ΟΙ ΑΙΧΜΑΛΩΤΟΙ <box>662 161 1020 184</box>
eudoseis-banner <box>200 1828 376 1856</box>
accidents-subhead: ΔΥΟ ΑΔΕΛΦΟΙ ΕΦΟΝΕΥΘΗΣΑΝ ΕΚ ΣΥΓΚΡΟΥΣΕΩΣ ΚΑΡΡΟΥ ΜΕ ΩΤΟΜΟΤΡΙΣ ΕΙΣ ΘΡΑΚΗΝ - ΚΑΙ ΔΥΟ ΕΞ ΑΝΑΤΡΟΠΗΣ ΠΕΝΤΕ ΥΠΑΞΙΩΜΑΤΙΚΟΙ ΤΡΑΥΜΑΤΙΑΙ <box>1132 1448 1495 1487</box>
article-text: ΑΘΗΝΑΙ, 7. - Δι' αποφάσεως του υπουργείου ρυθμίζονται τα αιτήματα των υπαλλήλων, τα οποία είχον υποβληθή προς τας αρμοδίας αρχάς κατά το παρελθόν έτος. <box>387 2183 559 2233</box>
referendum-form[interactable] <box>663 1429 1013 1756</box>
article-title: ΕΝΔΙΑΦΕΡΟΥΣΑ ΔΙΚΗ ΕΠΙ ΣΥΖΗΤΗΣΕΙ <box>401 2151 546 2181</box>
article-subtitle: ΤΕΛΕΥΤΑΙΟΣ ΚΑΤΟΧΟΣ ΗΤΟ Ο ΤΣΩΡΤΣΙΛ <box>395 406 552 428</box>
